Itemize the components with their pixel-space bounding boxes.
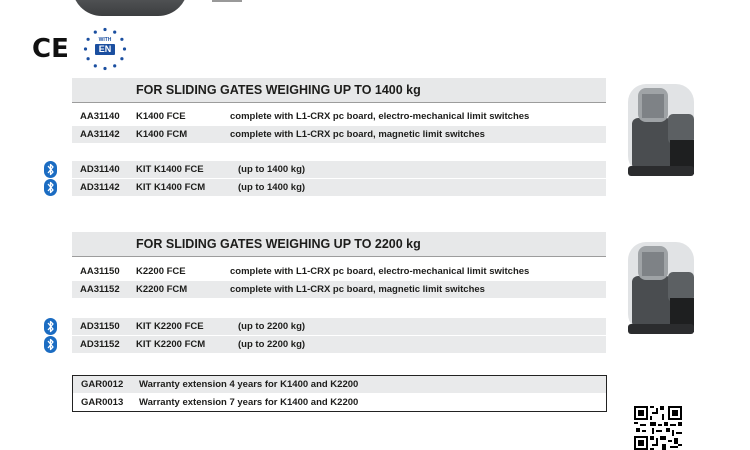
table-row <box>72 108 606 125</box>
table-row <box>72 179 606 196</box>
bluetooth-icon <box>44 318 57 335</box>
kit-description: (up to 2200 kg) <box>238 321 306 332</box>
product-description: complete with L1-CRX pc board, magnetic limit switches <box>230 129 485 140</box>
qr-code-icon <box>634 406 682 450</box>
kit-name: KIT K2200 FCE <box>136 321 204 332</box>
section-title-1400 <box>72 78 606 102</box>
table-row <box>72 318 606 335</box>
product-code: AA31142 <box>80 129 120 140</box>
warranty-description: Warranty extension 7 years for K1400 and K2200 <box>139 397 359 408</box>
warranty-code: GAR0013 <box>81 397 124 408</box>
table-row <box>72 263 606 280</box>
table-row <box>72 161 606 178</box>
en-compliance-badge <box>82 26 128 72</box>
section-title-2200 <box>72 232 606 256</box>
product-description: complete with L1-CRX pc board, electro-mechanical limit switches <box>230 111 530 122</box>
en-badge-text: EN <box>95 44 115 55</box>
product-description: complete with L1-CRX pc board, magnetic limit switches <box>230 284 485 295</box>
table-row <box>73 376 606 393</box>
section-title-text: FOR SLIDING GATES WEIGHING UP TO 2200 kg <box>136 237 421 251</box>
divider <box>212 0 242 2</box>
kit-code: AD31142 <box>80 182 120 193</box>
kit-description: (up to 1400 kg) <box>238 164 306 175</box>
product-description: complete with L1-CRX pc board, electro-mechanical limit switches <box>230 266 530 277</box>
warranty-table <box>72 375 607 412</box>
product-code: AA31150 <box>80 266 120 277</box>
kit-name: KIT K1400 FCM <box>136 182 206 193</box>
kit-description: (up to 1400 kg) <box>238 182 306 193</box>
product-photo-top <box>72 0 188 16</box>
kit-description: (up to 2200 kg) <box>238 339 306 350</box>
en-badge-label: WITH <box>98 37 112 43</box>
product-name: K2200 FCM <box>136 284 188 295</box>
kit-code: AD31140 <box>80 164 120 175</box>
warranty-code: GAR0012 <box>81 379 124 390</box>
product-image-k1400 <box>624 80 700 180</box>
product-name: K1400 FCE <box>136 111 186 122</box>
warranty-description: Warranty extension 4 years for K1400 and K2200 <box>139 379 359 390</box>
divider <box>72 256 606 257</box>
kit-code: AD31150 <box>80 321 120 332</box>
kit-code: AD31152 <box>80 339 120 350</box>
product-image-k2200 <box>624 238 700 338</box>
bluetooth-icon <box>44 161 57 178</box>
ce-mark: CE <box>32 34 69 64</box>
table-row <box>72 281 606 298</box>
bluetooth-icon <box>44 179 57 196</box>
table-row <box>73 394 606 411</box>
product-name: K2200 FCE <box>136 266 186 277</box>
product-code: AA31140 <box>80 111 120 122</box>
kit-name: KIT K1400 FCE <box>136 164 204 175</box>
table-row <box>72 126 606 143</box>
product-name: K1400 FCM <box>136 129 188 140</box>
product-code: AA31152 <box>80 284 120 295</box>
divider <box>72 102 606 103</box>
table-row <box>72 336 606 353</box>
kit-name: KIT K2200 FCM <box>136 339 206 350</box>
bluetooth-icon <box>44 336 57 353</box>
section-title-text: FOR SLIDING GATES WEIGHING UP TO 1400 kg <box>136 83 421 97</box>
